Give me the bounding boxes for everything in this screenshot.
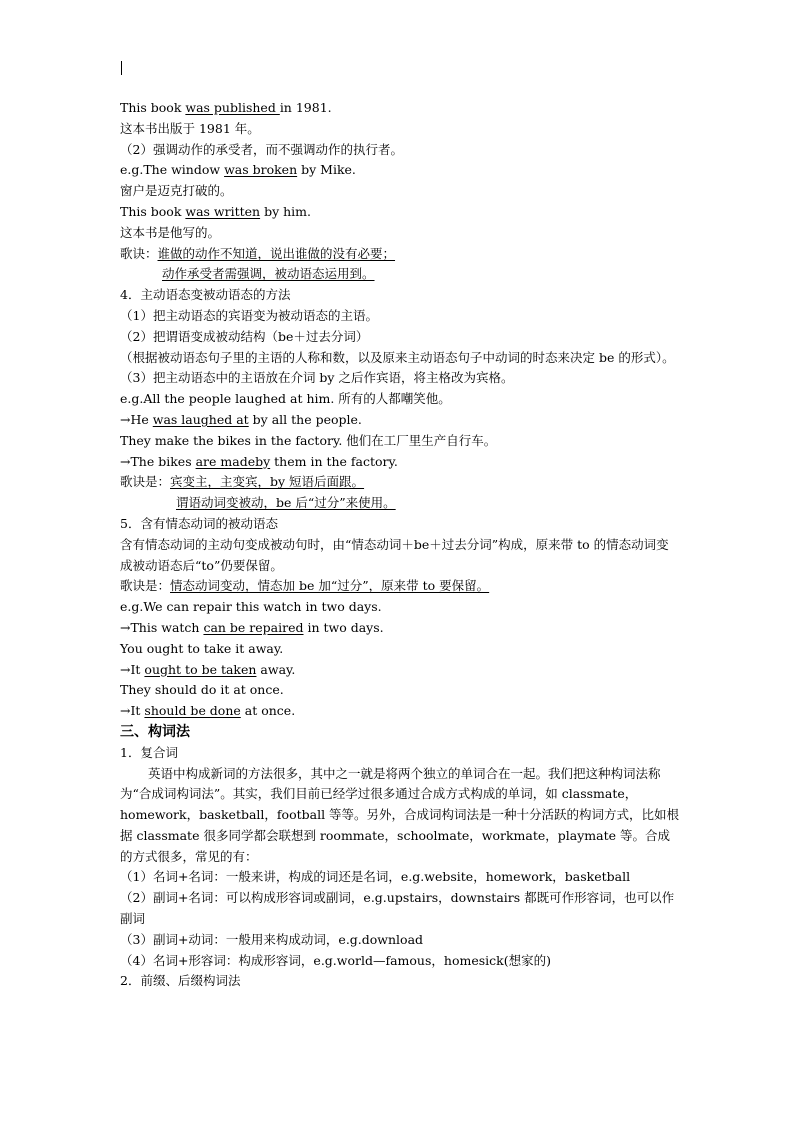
chapter-heading: 三、构词法	[120, 723, 190, 740]
rule-point: （1）把主动语态的宾语变为被动语态的主语。	[120, 307, 378, 323]
mnemonic: 歌诀是：情态动词变动，情态加 be 加“过分”，原来带 to 要保留。	[120, 578, 490, 594]
list-item: （2）副词+名词：可以构成形容词或副词，e.g.upstairs，downstairs 都既可作形容词，也可以作副词	[120, 890, 675, 927]
rule-point: （2）强调动作的承受者，而不强调动作的执行者。	[120, 141, 403, 157]
mnemonic-continued: 动作承受者需强调，被动语态运用到。	[162, 266, 375, 282]
translation: 这本书是他写的。	[120, 224, 221, 240]
example-sentence: →It should be done at once.	[120, 703, 296, 719]
section-heading: 5．含有情态动词的被动语态	[120, 515, 278, 531]
list-item: （3）副词+动词：一般用来构成动词，e.g.download	[120, 931, 424, 947]
translation: 窗户是迈克打破的。	[120, 183, 233, 199]
example-sentence: →He was laughed at by all the people.	[120, 411, 362, 427]
example-sentence: →This watch can be repaired in two days.	[120, 619, 384, 635]
example-sentence: You ought to take it away.	[120, 640, 284, 656]
document-body	[120, 98, 680, 992]
example-sentence: They should do it at once.	[120, 682, 284, 698]
example-sentence: →The bikes are madeby them in the factory.	[120, 453, 398, 469]
example-sentence: →It ought to be taken away.	[120, 661, 296, 677]
rule-note: 含有情态动词的主动句变成被动句时，由“情态动词＋be＋过去分词”构成，原来带 to 的情态动词变成被动语态后“to”仍要保留。	[120, 536, 669, 573]
example-sentence: e.g.The window was broken by Mike.	[120, 162, 356, 178]
paragraph: 英语中构成新词的方法很多，其中之一就是将两个独立的单词合在一起。我们把这种构词法称为“合成词构词法”。其实，我们目前已经学过很多通过合成方式构成的单词，如 classmate，homework，basketball，football 等等。另外，合成词构词法是一种十分活跃的构词方式，比如根据 classmate 很多同学都会联想到 roommate，schoolmate，workmate，playmate 等。合成的方式很多，常见的有：	[120, 765, 680, 864]
rule-point: （2）把谓语变成被动结构（be＋过去分词）	[120, 328, 369, 344]
section-heading: 2．前缀、后缀构词法	[120, 973, 241, 989]
translation: 这本书出版于 1981 年。	[120, 120, 260, 136]
example-sentence: This book was published in 1981.	[120, 100, 332, 115]
mnemonic: 歌诀是：宾变主，主变宾，by 短语后面跟。	[120, 474, 365, 490]
mnemonic: 歌诀：谁做的动作不知道，说出谁做的没有必要；	[120, 245, 396, 261]
example-sentence: e.g.We can repair this watch in two days.	[120, 599, 382, 615]
list-item: （4）名词+形容词：构成形容词，e.g.world—famous，homesick(想家的)	[120, 952, 551, 968]
section-heading: 4．主动语态变被动语态的方法	[120, 287, 291, 303]
section-heading: 1．复合词	[120, 744, 178, 760]
rule-note: （根据被动语态句子里的主语的人称和数，以及原来主动语态句子中动词的时态来决定 be 的形式）。	[120, 349, 675, 365]
rule-point: （3）把主动语态中的主语放在介词 by 之后作宾语，将主格改为宾格。	[120, 370, 514, 386]
mnemonic-continued: 谓语动词变被动，be 后“过分”来使用。	[176, 495, 396, 511]
example-sentence: They make the bikes in the factory. 他们在工厂里生产自行车。	[120, 432, 497, 448]
example-sentence: This book was written by him.	[120, 203, 311, 219]
example-sentence: e.g.All the people laughed at him. 所有的人都嘲笑他。	[120, 391, 451, 407]
list-item: （1）名词+名词：一般来讲，构成的词还是名词，e.g.website，homework，basketball	[120, 869, 631, 885]
text-cursor	[121, 61, 122, 75]
